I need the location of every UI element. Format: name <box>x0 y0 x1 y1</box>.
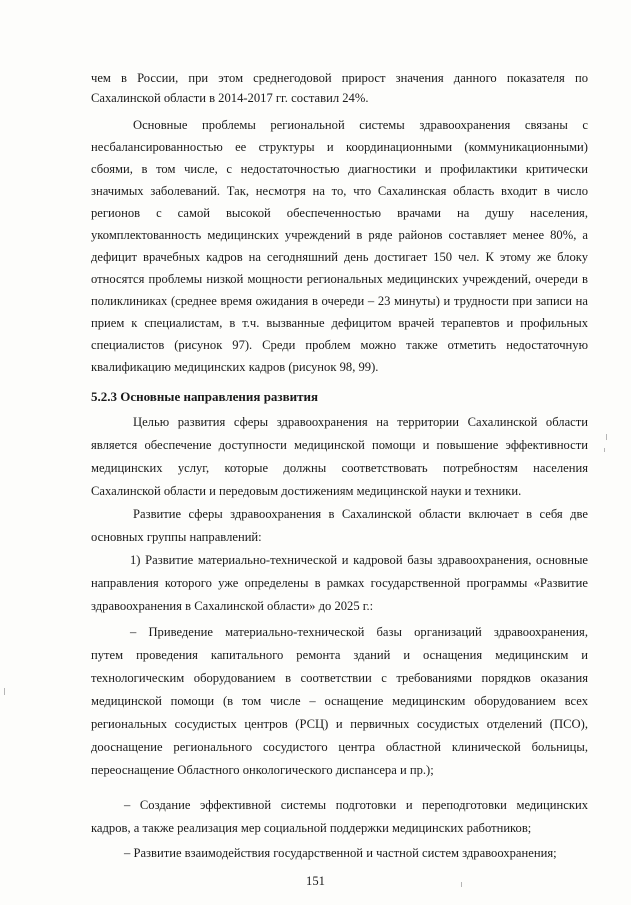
text-line: направления которого уже определены в рамках государственной программы «Развитие <box>91 576 588 590</box>
text-line: Целью развития сферы здравоохранения на территории Сахалинской области <box>133 415 588 429</box>
text-line: является обеспечение доступности медицинской помощи и повышение эффективности <box>91 438 588 452</box>
text-line: регионов с самой высокой обеспеченностью врачами на душу населения, <box>91 206 588 220</box>
page-number: 151 <box>306 874 325 888</box>
scan-speck <box>461 882 462 887</box>
text-line: Развитие сферы здравоохранения в Сахалинской области включает в себя две <box>133 507 588 521</box>
text-line: – Создание эффективной системы подготовки и переподготовки медицинских <box>124 798 588 812</box>
text-line: медицинской помощи (в том числе – оснащение медицинским оборудованием всех <box>91 694 588 708</box>
text-line: 1) Развитие материально-технической и кадровой базы здравоохранения, основные <box>130 553 588 567</box>
text-line: дооснащение регионального сосудистого центра областной клинической больницы, <box>91 740 588 754</box>
text-line: технологическим оборудованием в соответствии с требованиями порядков оказания <box>91 671 588 685</box>
text-line: Основные проблемы региональной системы здравоохранения связаны с <box>133 118 588 132</box>
text-line: здравоохранения в Сахалинской области» до 2025 г.: <box>91 599 374 613</box>
section-heading: 5.2.3 Основные направления развития <box>91 389 319 404</box>
text-line: относятся проблемы низкой мощности региональных медицинских учреждений, очереди в <box>91 272 588 286</box>
text-line: несбалансированностью ее структуры и координационными (коммуникационными) <box>91 140 588 154</box>
text-line: – Развитие взаимодействия государственной и частной систем здравоохранения; <box>124 846 557 860</box>
text-line: укомплектованность медицинских учреждений в ряде районов составляет менее 80%, а <box>91 228 588 242</box>
scan-speck <box>606 434 607 440</box>
text-line: значимых заболеваний. Так, несмотря на то, что Сахалинская область входит в число <box>91 184 588 198</box>
scan-speck <box>4 688 5 695</box>
text-line: путем проведения капитального ремонта зданий и оснащения медицинским и <box>91 648 588 662</box>
text-line: специалистов (рисунок 97). Среди проблем можно также отметить недостаточную <box>91 338 588 352</box>
text-line: дефицит врачебных кадров на сегодняшний день достигает 150 чел. К этому же блоку <box>91 250 588 264</box>
text-line: квалификацию медицинских кадров (рисунок 98, 99). <box>91 360 379 374</box>
text-line: поликлиниках (среднее время ожидания в очереди – 23 минуты) и трудности при записи на <box>91 294 588 308</box>
scan-speck <box>604 448 605 452</box>
text-line: чем в России, при этом среднегодовой прирост значения данного показателя по <box>91 71 588 85</box>
text-line: сбоями, в том числе, с недостаточностью диагностики и профилактики критически <box>91 162 588 176</box>
text-line: – Приведение материально-технической базы организаций здравоохранения, <box>130 625 588 639</box>
text-line: медицинских услуг, которые должны соответствовать потребностям населения <box>91 461 588 475</box>
text-line: кадров, а также реализация мер социальной поддержки медицинских работников; <box>91 821 532 835</box>
text-line: Сахалинской области в 2014-2017 гг. составил 24%. <box>91 91 369 105</box>
text-line: переоснащение Областного онкологического диспансера и пр.); <box>91 763 434 777</box>
text-line: основных группы направлений: <box>91 530 262 544</box>
text-line: прием к специалистам, в т.ч. вызванные дефицитом врачей терапевтов и профильных <box>91 316 588 330</box>
text-line: Сахалинской области и передовым достижениям медицинской науки и техники. <box>91 484 522 498</box>
text-line: региональных сосудистых центров (РСЦ) и первичных сосудистых отделений (ПСО), <box>91 717 588 731</box>
